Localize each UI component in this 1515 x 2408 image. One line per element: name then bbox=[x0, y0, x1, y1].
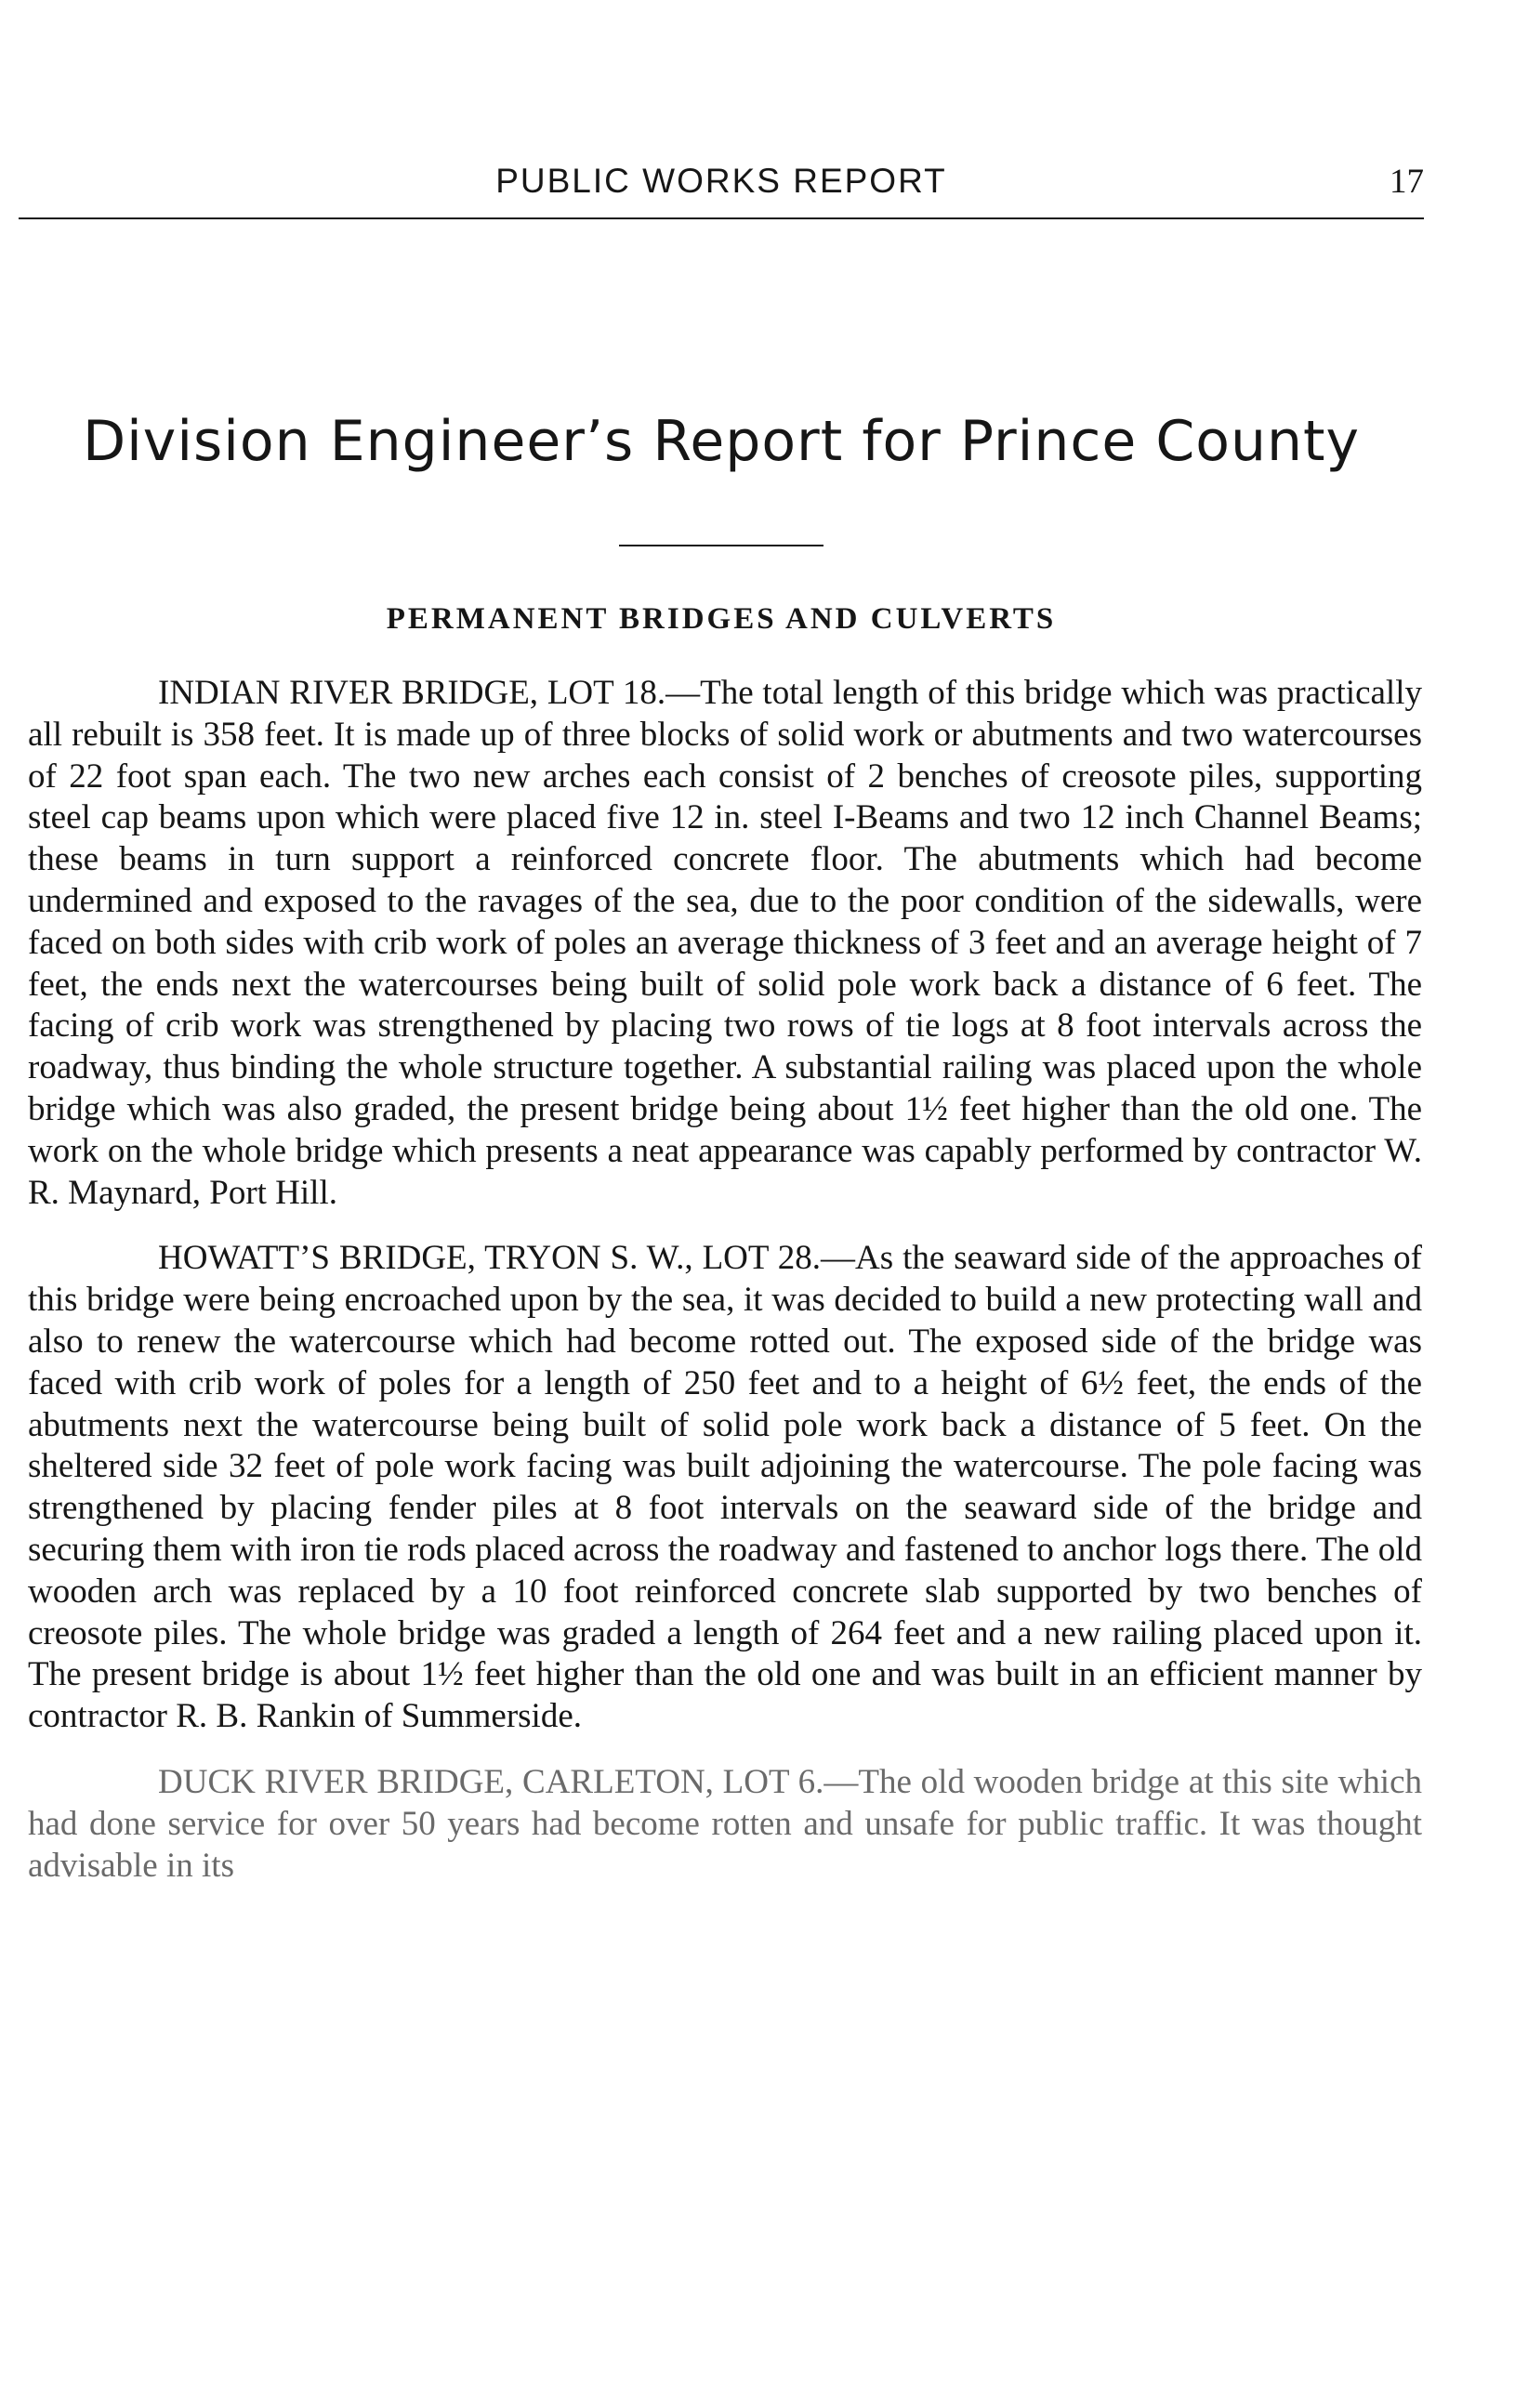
paragraph-indian-river-bridge: INDIAN RIVER BRIDGE, LOT 18.—The total length of this bridge which was practically all rebuilt is 358 feet. It is made up of three blocks of solid work or abutments and two watercourses of 22 foot span each. The two new arches each consist of 2 benches of creosote piles, supporting steel cap beams upon which were placed five 12 in. steel I-Beams and two 12 inch Channel Beams; these beams in turn support a reinforced concrete floor. The abutments which had become undermined and exposed to the ravages of the sea, due to the poor condition of the sidewalls, were faced on both sides with crib work of poles an average thickness of 3 feet and an average height of 7 feet, the ends next the watercourses being built of solid pole work back a distance of 6 feet. The facing of crib work was strengthened by placing two rows of tie logs at 8 foot intervals across the roadway, thus binding the whole structure together. A substantial railing was placed upon the whole bridge which was also graded, the present bridge being about 1½ feet higher than the old one. The work on the whole bridge which presents a neat appearance was capably performed by contractor W. R. Maynard, Port Hill. bbox=[28, 674, 1422, 1212]
header-rule bbox=[19, 217, 1424, 219]
page-number: 17 bbox=[1390, 163, 1424, 201]
running-title: PUBLIC WORKS REPORT bbox=[495, 162, 947, 200]
report-title: Division Engineer’s Report for Prince County bbox=[82, 409, 1361, 474]
paragraph-howatts-bridge: HOWATT’S BRIDGE, TRYON S. W., LOT 28.—As the seaward side of the approaches of this bridge were being encroached upon by the sea, it was decided to build a new protecting wall and also to renew the watercourse which had become rotted out. The exposed side of the bridge was faced with crib work of poles for a length of 250 feet and to a height of 6½ feet, the ends of the abutments next the watercourse being built of solid pole work back a distance of 5 feet. On the sheltered side 32 feet of pole work facing was built adjoining the watercourse. The pole facing was strengthened by placing fender piles at 8 foot intervals on the seaward side of the bridge and securing them with iron tie rods placed across the roadway and fastened to anchor logs there. The old wooden arch was replaced by a 10 foot reinforced concrete slab supported by two benches of creosote piles. The whole bridge was graded a length of 264 feet and a new railing placed upon it. The present bridge is about 1½ feet higher than the old one and was built in an efficient manner by contractor R. B. Rankin of Summerside. bbox=[28, 1239, 1422, 1736]
body-text bbox=[28, 673, 1422, 1911]
section-heading: PERMANENT BRIDGES AND CULVERTS bbox=[386, 602, 1057, 636]
paragraph-duck-river-bridge: DUCK RIVER BRIDGE, CARLETON, LOT 6.—The old wooden bridge at this site which had done service for over 50 years had become rotten and unsafe for public traffic. It was thought advisable in its bbox=[28, 1762, 1422, 1885]
running-header bbox=[19, 149, 1424, 214]
title-divider bbox=[619, 545, 823, 546]
